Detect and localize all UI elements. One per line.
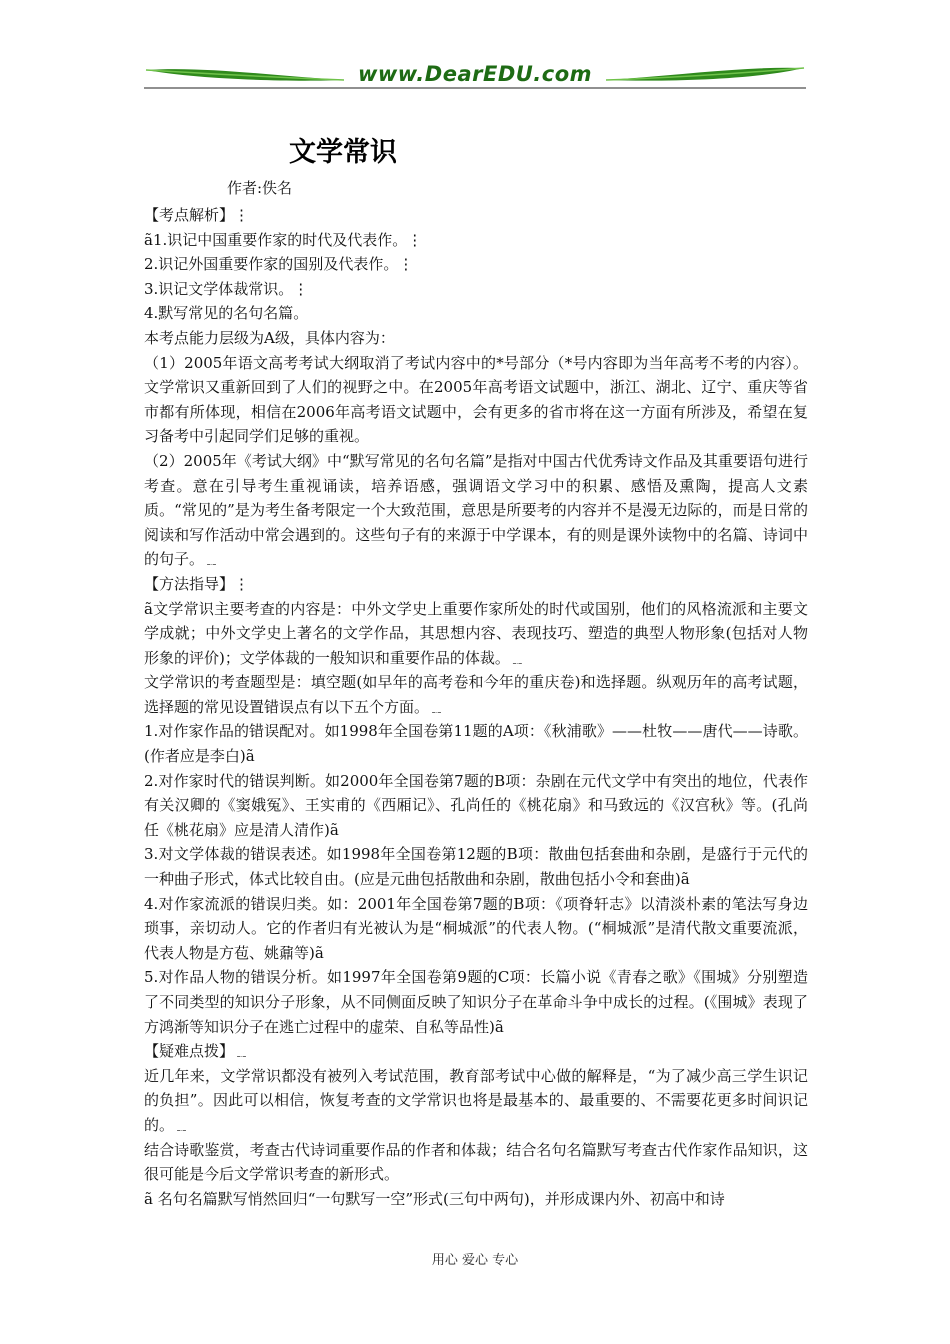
paragraph: 2.对作家时代的错误判断。如2000年全国卷第7题的B项：杂剧在元代文学中有突出的地位，代表作有关汉卿的《窦娥冤》、王实甫的《西厢记》、孔尚任的《桃花扇》和马致远的《汉宫秋》等。(孔尚任《桃花扇》应是清人清作)ã — [144, 771, 808, 839]
paragraph: 4.对作家流派的错误归类。如：2001年全国卷第7题的B项：《项脊轩志》以清淡朴素的笔法写身边琐事，亲切动人。它的作者归有光被认为是“桐城派”的代表人物。(“桐城派”是清代散文重要流派，代表人物是方苞、姚鼐等)ã — [144, 894, 808, 962]
paragraph: （1）2005年语文高考考试大纲取消了考试内容中的*号部分（*号内容即为当年高考不考的内容）。文学常识又重新回到了人们的视野之中。在2005年高考语文试题中，浙江、湖北、辽宁、重庆等省市都有所体现，相信在2006年高考语文试题中，会有更多的省市将在这一方面有所涉及，希望在复习备考中引起同学们足够的重视。 — [144, 353, 808, 446]
paragraph: ã1.识记中国重要作家的时代及代表作。⋮ — [144, 230, 423, 249]
paragraph: 1.对作家作品的错误配对。如1998年全国卷第11题的A项：《秋浦歌》——杜牧——唐代——诗歌。(作者应是李白)ã — [144, 722, 808, 766]
paragraph: （2）2005年《考试大纲》中“默写常见的名句名篇”是指对中国古代优秀诗文作品及其重要语句进行考查。意在引导考生重视诵读，培养语感，强调语文学习中的积累、感悟及熏陶，提高人文素质。“常见的”是为考生备考限定一个大致范围，意思是所要考的内容并不是漫无边际的，而是日常的阅读和写作活动中常会遇到的。这些句子有的来源于中学课本，有的则是课外读物中的名篇、诗词中的句子。﹎ — [144, 451, 808, 569]
paragraph: 文学常识的考查题型是：填空题(如早年的高考卷和今年的重庆卷)和选择题。纵观历年的高考试题，选择题的常见设置错误点有以下五个方面。﹎ — [144, 673, 808, 716]
paragraph: ã 名句名篇默写悄然回归“一句默写一空”形式(三句中两句)，并形成课内外、初高中和诗 — [144, 1189, 725, 1208]
paragraph: 4.默写常见的名句名篇。 — [144, 304, 309, 323]
site-logo-text: www.DearEDU.com — [357, 62, 593, 86]
site-header — [144, 60, 806, 92]
paragraph: 本考点能力层级为A级，具体内容为： — [144, 328, 395, 347]
paragraph: 【疑难点拨】﹎ — [144, 1042, 250, 1061]
paragraph: ã文学常识主要考查的内容是：中外文学史上重要作家所处的时代或国别，他们的风格流派和主要文学成就；中外文学史上著名的文学作品，其思想内容、表现技巧、塑造的典型人物形象(包括对人物形象的评价)；文学体裁的一般知识和重要作品的体裁。﹎ — [144, 599, 808, 667]
page-footer: 用心 爱心 专心 — [431, 1253, 519, 1268]
paragraph: 5.对作品人物的错误分析。如1997年全国卷第9题的C项：长篇小说《青春之歌》《围城》分别塑造了不同类型的知识分子形象，从不同侧面反映了知识分子在革命斗争中成长的过程。(《围城》表现了方鸿渐等知识分子在逃亡过程中的虚荣、自私等品性)ã — [144, 968, 808, 1036]
paragraph: 结合诗歌鉴赏，考查古代诗词重要作品的作者和体裁；结合名句名篇默写考查古代作家作品知识，这很可能是今后文学常识考查的新形式。 — [144, 1140, 808, 1184]
paragraph: 3.识记文学体裁常识。⋮ — [144, 279, 309, 298]
author-line: 作者:佚名 — [227, 179, 293, 197]
paragraph: 近几年来，文学常识都没有被列入考试范围，教育部考试中心做的解释是，“为了减少高三学生识记的负担”。因此可以相信，恢复考查的文学常识也将是最基本的、最重要的、不需要花更多时间识记的。﹎ — [144, 1066, 808, 1134]
paragraph: 【方法指导】⋮ — [144, 574, 250, 593]
paragraph: 【考点解析】⋮ — [144, 206, 250, 224]
paragraph: 3.对文学体裁的错误表述。如1998年全国卷第12题的B项：散曲包括套曲和杂剧，是盛行于元代的一种曲子形式，体式比较自由。(应是元曲包括散曲和杂剧，散曲包括小令和套曲)ã — [144, 845, 808, 889]
page-title: 文学常识 — [289, 137, 397, 168]
article-body — [144, 203, 808, 1211]
paragraph: 2.识记外国重要作家的国别及代表作。⋮ — [144, 255, 414, 274]
